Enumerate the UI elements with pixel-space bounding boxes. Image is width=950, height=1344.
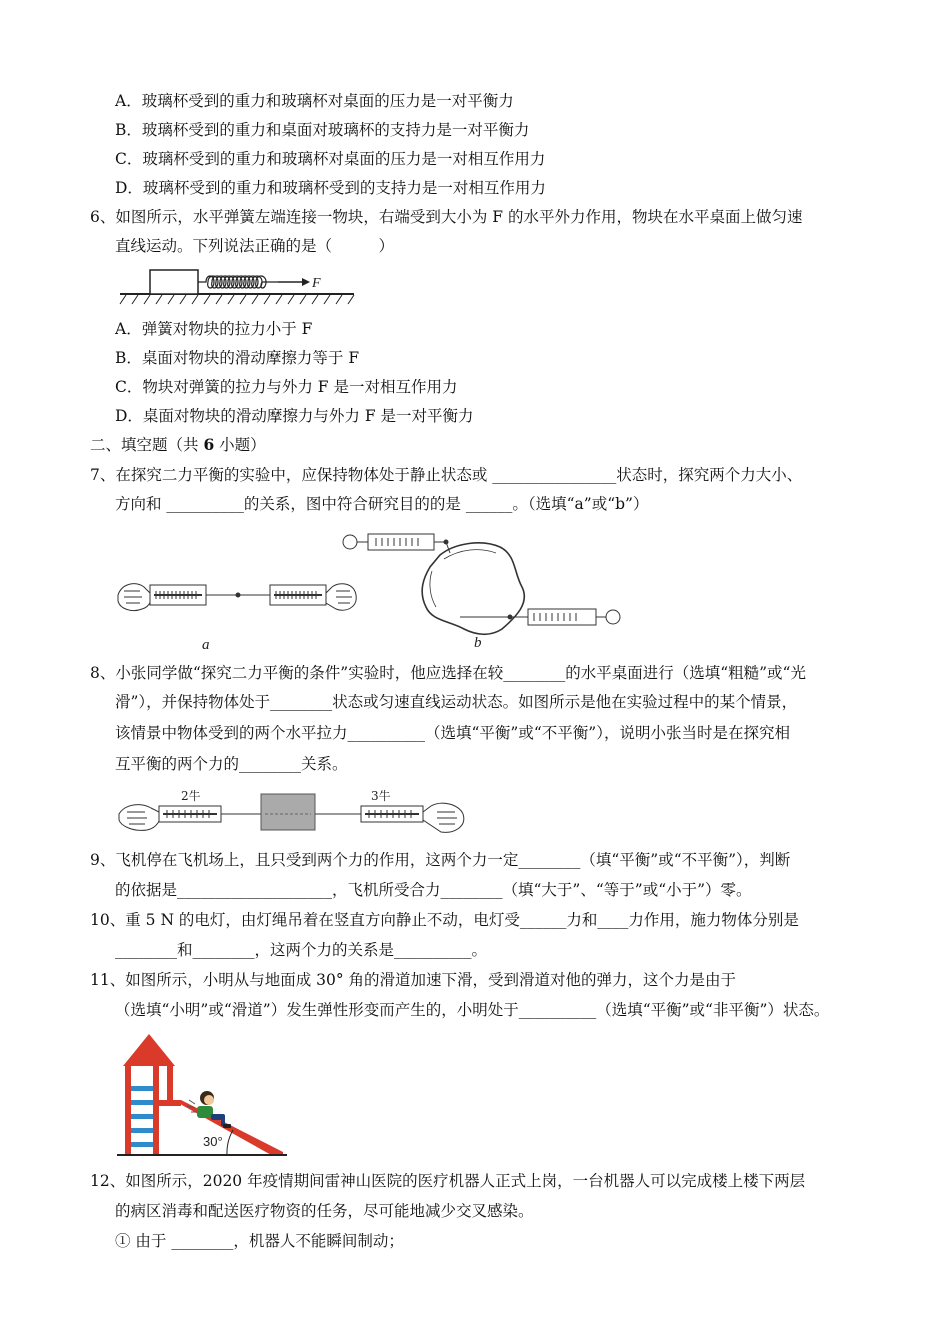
q6-spring-block-figure	[118, 266, 358, 308]
section-heading-prefix: 二、填空题（共	[90, 436, 204, 454]
q8-stem-line4: 互平衡的两个力的________关系。	[115, 755, 348, 773]
q8-stem-line2: 滑”），并保持物体处于________状态或匀速直线运动状态。如图所示是他在实验过程中的某个情景，	[115, 693, 798, 711]
q8-block	[261, 794, 315, 830]
q5-option-a: A．玻璃杯受到的重力和玻璃杯对桌面的压力是一对平衡力	[115, 92, 514, 110]
q8-stem-line1: 8、小张同学做“探究二力平衡的条件”实验时，他应选择在较________的水平桌面进行（选填“粗糙”或“光	[90, 664, 806, 682]
q8-figure	[115, 784, 475, 840]
section-heading-fill-in	[90, 435, 266, 455]
q7-label-b: b	[474, 635, 482, 651]
q6-option-a: A．弹簧对物块的拉力小于 F	[115, 320, 313, 338]
q10-stem-line1: 10、重 5 N 的电灯，由灯绳吊着在竖直方向静止不动，电灯受______力和____力作用，施力物体分别是	[90, 911, 799, 929]
q9-stem-line1: 9、飞机停在飞机场上，且只受到两个力的作用，这两个力一定________（填“平衡”或“不平衡”），判断	[90, 851, 791, 869]
q12-stem-line1: 12、如图所示，2020 年疫情期间雷神山医院的医疗机器人正式上岗，一台机器人可以完成楼上楼下两层	[90, 1172, 806, 1190]
q6-stem-line1: 6、如图所示，水平弹簧左端连接一物块，右端受到大小为 F 的水平外力作用，物块在水平桌面上做匀速	[90, 208, 803, 226]
q8-stem-line3: 该情景中物体受到的两个水平拉力__________（选填“平衡”或“不平衡”），说明小张当时是在探究相	[115, 724, 790, 742]
q11-stem-line2: （选填“小明”或“滑道”）发生弹性形变而产生的，小明处于__________（选填“平衡”或“非平衡”）状态。	[115, 1001, 830, 1019]
q5-option-d: D．玻璃杯受到的重力和玻璃杯受到的支持力是一对相互作用力	[115, 179, 546, 197]
q7-figures	[110, 525, 630, 655]
q12-sub-1: ① 由于 ________，机器人不能瞬间制动；	[115, 1232, 404, 1250]
q7-figure-a	[118, 584, 356, 611]
q6-option-d: D．桌面对物块的滑动摩擦力与外力 F 是一对平衡力	[115, 407, 474, 425]
q6-option-b: B．桌面对物块的滑动摩擦力等于 F	[115, 349, 360, 367]
q5-option-c: C．玻璃杯受到的重力和玻璃杯对桌面的压力是一对相互作用力	[115, 150, 546, 168]
q11-angle-label: 30°	[203, 1134, 223, 1149]
q7-stem-line2: 方向和 __________的关系，图中符合研究目的的是 ______。（选填“a”或“b”）	[115, 495, 649, 513]
q6-stem-line2: 直线运动。下列说法正确的是（ ）	[115, 237, 395, 255]
q8-right-force-label: 3牛	[371, 789, 391, 803]
q9-stem-line2: 的依据是____________________，飞机所受合力________（填“大于”、“等于”或“小于”）零。	[115, 881, 752, 899]
q11-slide-figure	[115, 1030, 290, 1158]
q11-stem-line1: 11、如图所示，小明从与地面成 30° 角的滑道加速下滑，受到滑道对他的弹力，这个力是由于	[90, 971, 737, 989]
q6-force-label: F	[312, 276, 321, 291]
q5-option-b: B．玻璃杯受到的重力和桌面对玻璃杯的支持力是一对平衡力	[115, 121, 530, 139]
q8-left-force-label: 2牛	[181, 789, 201, 803]
q7-label-a: a	[202, 637, 210, 653]
section-heading-suffix: 小题）	[214, 436, 266, 454]
q7-figure-b	[343, 534, 620, 634]
q10-stem-line2: ________和________，这两个力的关系是__________。	[115, 941, 488, 959]
q6-option-c: C．物块对弹簧的拉力与外力 F 是一对相互作用力	[115, 378, 458, 396]
q12-stem-line2: 的病区消毒和配送医疗物资的任务，尽可能地减少交叉感染。	[115, 1202, 534, 1220]
q7-stem-line1: 7、在探究二力平衡的实验中，应保持物体处于静止状态或 ________________状态时，探究两个力大小、	[90, 466, 803, 484]
section-heading-count: 6	[203, 435, 215, 454]
